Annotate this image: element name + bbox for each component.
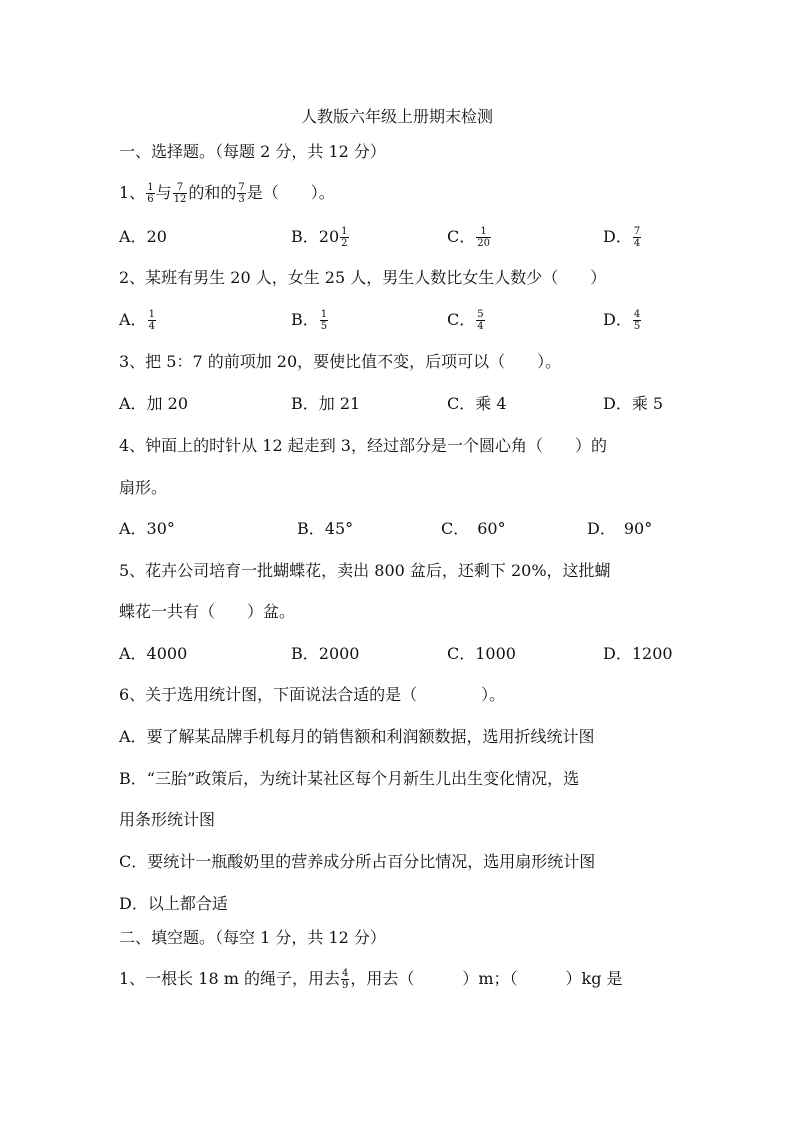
option-a: A．30° [119,519,175,538]
option-d: D． 90° [587,519,653,538]
option-c: C．1000 [447,644,516,663]
question-6: 6、关于选用统计图，下面说法合适的是（ ）。 [119,685,506,704]
option-d: D．1200 [603,644,673,663]
question-5-line-1: 5、花卉公司培育一批蝴蝶花，卖出 800 盆后，还剩下 20%，这批蝴 [119,561,611,580]
option-d: D．乘 5 [603,394,664,413]
exam-title: 人教版六年级上册期末检测 [300,107,493,126]
question-4-line-2: 扇形。 [119,478,168,497]
section1-heading: 一、选择题。（每题 2 分，共 12 分） [119,142,386,161]
option-d: D． $\frac{7}{4}$ [603,226,641,249]
fraction: $\frac{4}{9}$ [341,968,349,991]
option-b: B．45° [297,519,354,538]
question-4-line-1: 4、钟面上的时针从 12 起走到 3，经过部分是一个圆心角（ ）的 [119,436,607,455]
option-a: A． $\frac{1}{4}$ [119,309,155,332]
question-3: 3、把 5：7 的前项加 20，要使比值不变，后项可以（ ）。 [119,352,562,371]
fraction: $\frac{7}{3}$ [238,182,245,205]
question-5-line-2: 蝶花一共有（ ）盆。 [119,602,296,621]
question-6-option-d: D．以上都合适 [119,894,228,913]
option-a: A．20 [119,227,167,246]
section2-heading: 二、填空题。（每空 1 分，共 12 分） [119,928,386,947]
fraction: $\frac{7}{12}$ [173,182,187,205]
question-6-option-c: C．要统计一瓶酸奶里的营养成分所占百分比情况，选用扇形统计图 [119,852,596,871]
question-1: 1、 $\frac{1}{6}$ 与 $\frac{7}{12}$ 的和的 $\frac{7}{3}$ 是（ ）。 [119,182,335,205]
question-2: 2、某班有男生 20 人，女生 25 人，男生人数比女生人数少（ ） [119,268,607,287]
option-c: C． 60° [441,519,506,538]
option-b: B．加 21 [291,394,361,413]
option-d: D． $\frac{4}{5}$ [603,309,641,332]
question-6-option-b-line-2: 用条形统计图 [119,810,216,829]
option-b: B．20 $\frac{1}{2}$ [291,226,348,249]
fraction: $\frac{1}{6}$ [147,182,154,205]
option-a: A．加 20 [119,394,189,413]
option-c: C． $\frac{5}{4}$ [447,309,484,332]
option-c: C．乘 4 [447,394,507,413]
option-b: B． $\frac{1}{5}$ [291,309,328,332]
section2-question-1: 1、一根长 18 m 的绳子，用去 $\frac{4}{9}$ ，用去（ ）m；（ ）kg 是 [119,968,623,991]
option-b: B．2000 [291,644,360,663]
question-6-option-a: A．要了解某品牌手机每月的销售额和利润额数据，选用折线统计图 [119,727,595,746]
question-6-option-b-line-1: B．“三胎”政策后，为统计某社区每个月新生儿出生变化情况，选 [119,769,580,788]
option-c: C． $\frac{1}{20}$ [447,226,490,249]
option-a: A．4000 [119,644,188,663]
